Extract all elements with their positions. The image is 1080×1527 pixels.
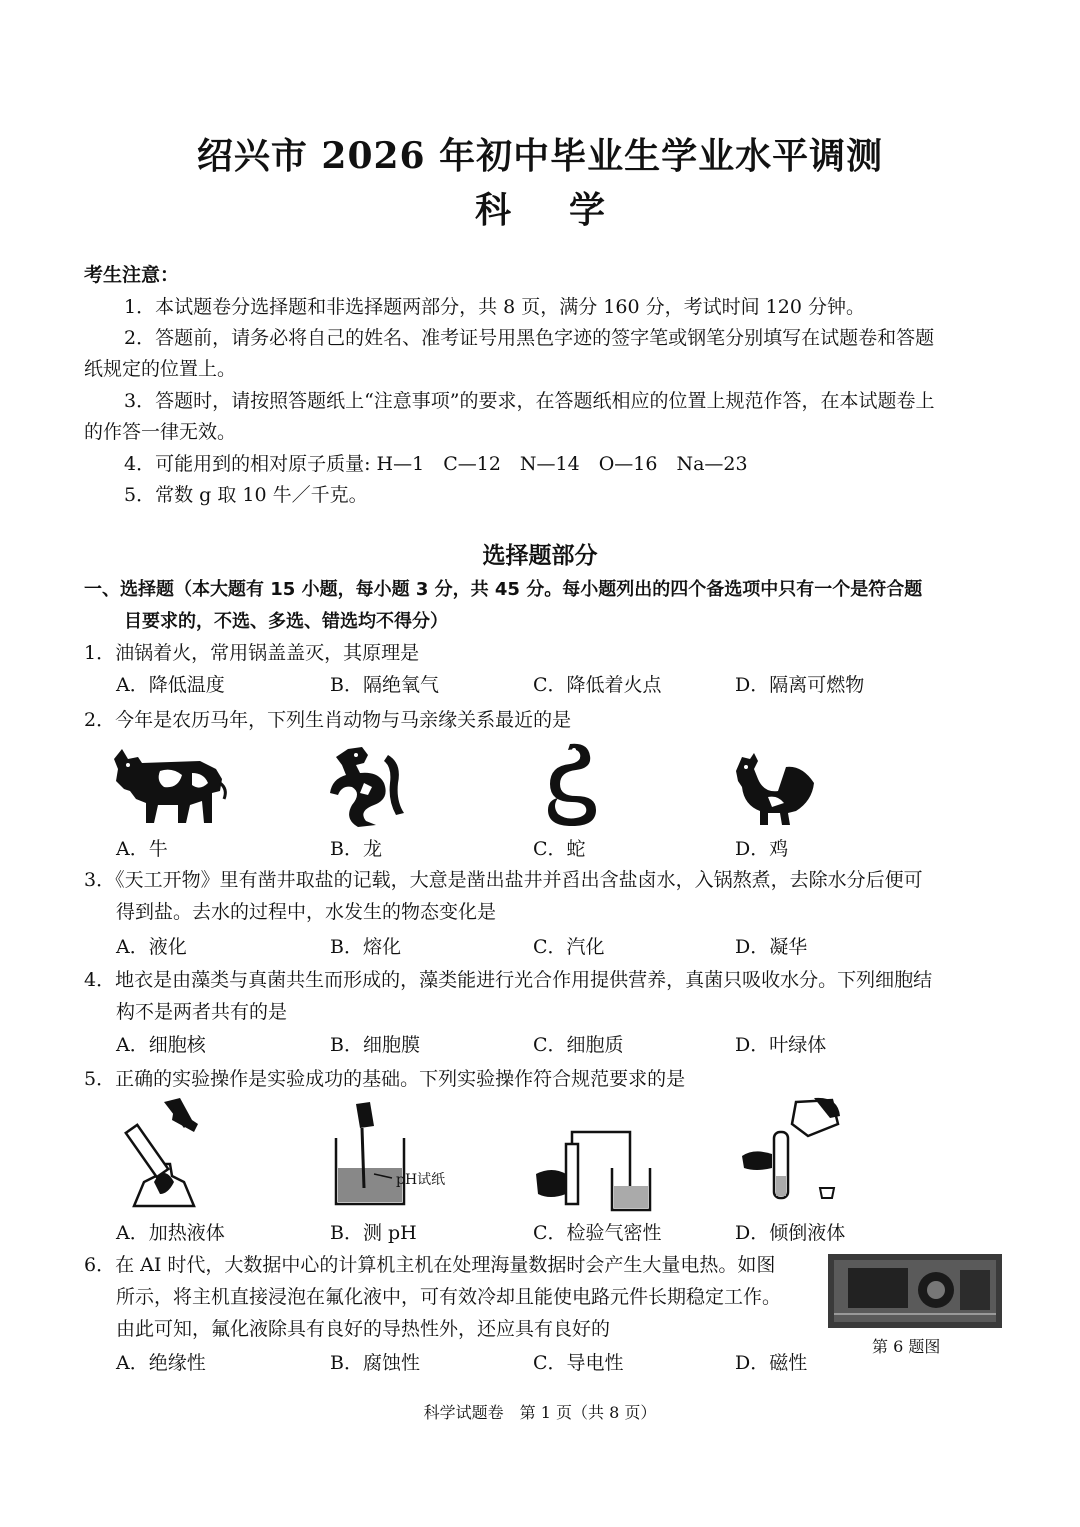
question-2-stem: 2．今年是农历马年，下列生肖动物与马亲缘关系最近的是 <box>84 709 572 731</box>
notice-item-2-cont: 纸规定的位置上。 <box>84 358 237 380</box>
q2-option-d: D．鸡 <box>735 838 789 860</box>
page-footer: 科学试题卷 第 1 页（共 8 页） <box>423 1403 657 1422</box>
q3-option-a: A．液化 <box>116 936 187 958</box>
pouring-liquid-image <box>734 1096 846 1206</box>
immersion-cooling-photo <box>828 1254 1002 1328</box>
q2-option-c: C．蛇 <box>533 838 586 860</box>
q2-option-a: A．牛 <box>116 838 168 860</box>
question-3-stem: 3．《天工开物》里有凿井取盐的记载，大意是凿出盐井并舀出含盐卤水，入锅熬煮，去除水分后便可 <box>84 869 923 891</box>
notice-item-5: 5．常数 g 取 10 牛／千克。 <box>124 484 368 506</box>
heating-liquid-image <box>114 1094 210 1210</box>
q2-option-b: B．龙 <box>330 838 382 860</box>
q3-option-c: C．汽化 <box>533 936 605 958</box>
ph-paper-label: pH试纸 <box>396 1172 446 1188</box>
snake-papercut-image <box>540 740 602 830</box>
q5-option-a: A．加热液体 <box>116 1222 225 1244</box>
figure-6-caption: 第 6 题图 <box>872 1337 941 1356</box>
part-heading-line-2: 目要求的，不选、多选、错选均不得分） <box>124 611 448 632</box>
q1-option-d: D．隔离可燃物 <box>735 674 865 696</box>
question-5-stem: 5．正确的实验操作是实验成功的基础。下列实验操作符合规范要求的是 <box>84 1068 686 1090</box>
q6-option-a: A．绝缘性 <box>116 1352 206 1374</box>
q5-option-d: D．倾倒液体 <box>735 1222 846 1244</box>
q3-option-b: B．熔化 <box>330 936 401 958</box>
ph-test-image <box>330 1098 460 1210</box>
notice-heading: 考生注意： <box>84 264 180 286</box>
q4-option-d: D．叶绿体 <box>735 1034 827 1056</box>
q4-option-b: B．细胞膜 <box>330 1034 420 1056</box>
airtightness-test-image <box>530 1124 656 1212</box>
q4-option-c: C．细胞质 <box>533 1034 624 1056</box>
notice-item-3: 3．答题时，请按照答题纸上“注意事项”的要求，在答题纸相应的位置上规范作答，在本试题卷上 <box>124 390 935 412</box>
q5-option-c: C．检验气密性 <box>533 1222 662 1244</box>
ox-papercut-image <box>108 743 230 829</box>
q6-option-d: D．磁性 <box>735 1352 808 1374</box>
q1-option-c: C．降低着火点 <box>533 674 662 696</box>
question-1-stem: 1．油锅着火，常用锅盖盖灭，其原理是 <box>84 642 420 664</box>
q6-option-b: B．腐蚀性 <box>330 1352 420 1374</box>
section-title: 选择题部分 <box>482 543 598 569</box>
q3-option-d: D．凝华 <box>735 936 808 958</box>
q4-option-a: A．细胞核 <box>116 1034 206 1056</box>
rooster-papercut-image <box>728 747 818 829</box>
question-4-stem-cont: 构不是两者共有的是 <box>116 1001 288 1023</box>
exam-title: 绍兴市 2026 年初中毕业生学业水平调测 <box>196 135 884 177</box>
question-6-stem: 6．在 AI 时代，大数据中心的计算机主机在处理海量数据时会产生大量电热。如图 <box>84 1254 776 1276</box>
question-6-stem-cont-2: 由此可知，氟化液除具有良好的导热性外，还应具有良好的 <box>116 1318 611 1340</box>
subject-title: 科学 <box>474 189 663 231</box>
question-3-stem-cont: 得到盐。去水的过程中，水发生的物态变化是 <box>116 901 497 923</box>
q6-option-c: C．导电性 <box>533 1352 624 1374</box>
question-6-stem-cont-1: 所示，将主机直接浸泡在氟化液中，可有效冷却且能使电路元件长期稳定工作。 <box>116 1286 782 1308</box>
dragon-papercut-image <box>318 743 414 829</box>
q1-option-b: B．隔绝氧气 <box>330 674 439 696</box>
question-4-stem: 4．地衣是由藻类与真菌共生而形成的，藻类能进行光合作用提供营养，真菌只吸收水分。下列细胞结 <box>84 969 933 991</box>
notice-item-4: 4．可能用到的相对原子质量: H—1 C—12 N—14 O—16 Na—23 <box>124 453 748 475</box>
notice-item-1: 1．本试题卷分选择题和非选择题两部分，共 8 页，满分 160 分，考试时间 120 分钟。 <box>124 296 865 318</box>
q1-option-a: A．降低温度 <box>116 674 225 696</box>
notice-item-3-cont: 的作答一律无效。 <box>84 421 237 443</box>
part-heading-line-1: 一、选择题（本大题有 15 小题，每小题 3 分，共 45 分。每小题列出的四个备选项中只有一个是符合题 <box>84 579 923 600</box>
q5-option-b: B．测 pH <box>330 1222 417 1244</box>
notice-item-2: 2．答题前，请务必将自己的姓名、准考证号用黑色字迹的签字笔或钢笔分别填写在试题卷和答题 <box>124 327 935 349</box>
